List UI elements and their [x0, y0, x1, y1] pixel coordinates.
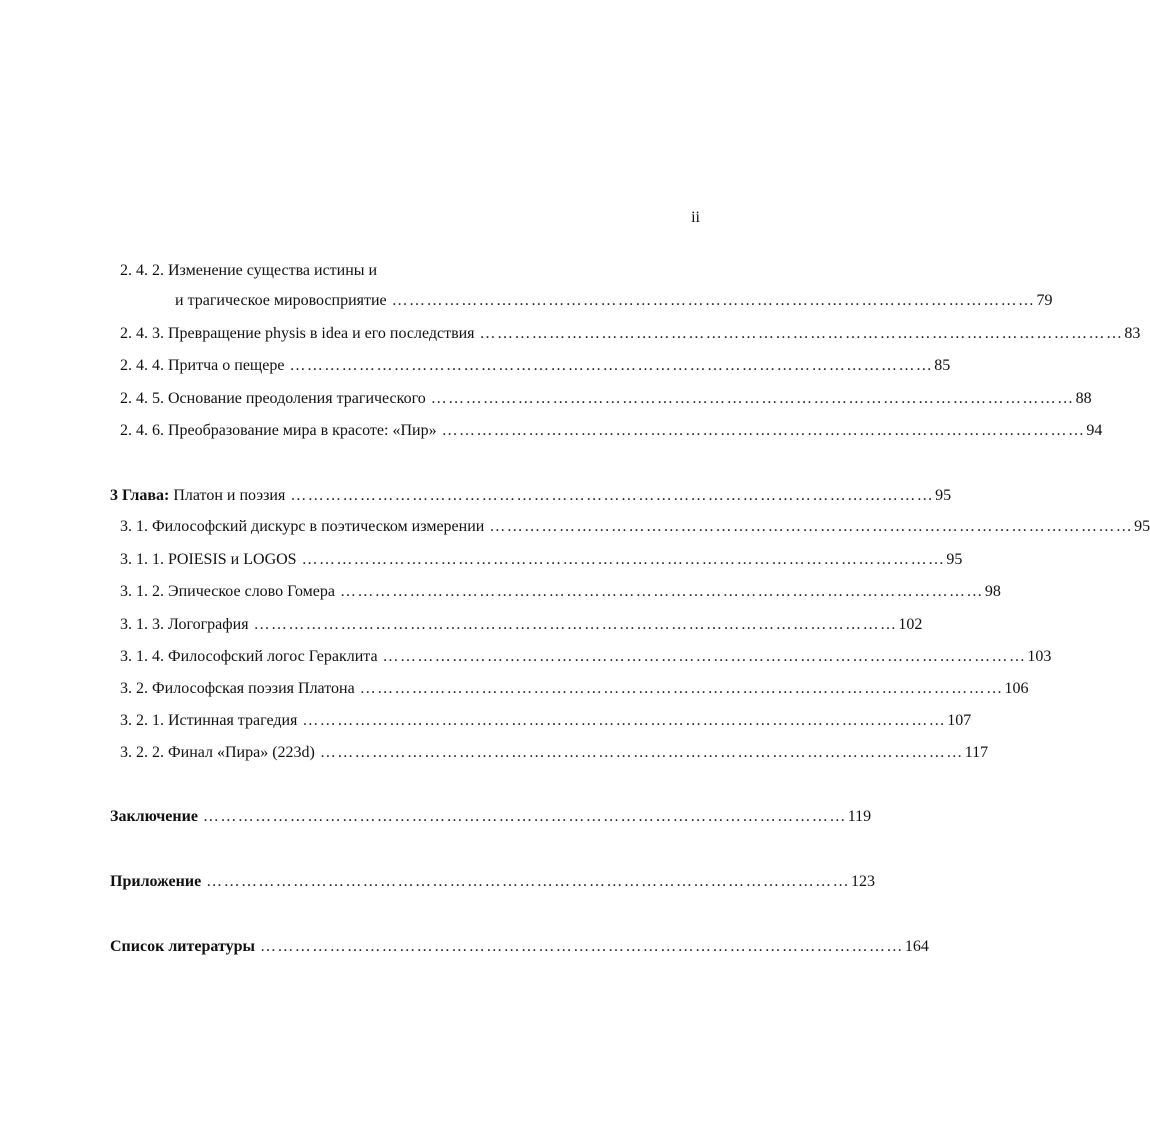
leader-dots: …………………………………………………………………………………………………: [260, 938, 904, 955]
toc-entry-page: 85: [934, 357, 951, 374]
toc-entry-2-4-4[interactable]: [120, 357, 951, 375]
toc-entry-2-4-6[interactable]: [120, 422, 1103, 440]
toc-entry-3-1-4[interactable]: [120, 648, 1052, 666]
leader-dots: …………………………………………………………………………………………………: [340, 583, 984, 600]
toc-entry-title: 3. 2. 2. Финал «Пира» (223d): [120, 744, 315, 761]
toc-entry-2-4-5[interactable]: [120, 390, 1092, 408]
toc-entry-title: 3. 1. Философский дискурс в поэтическом измерении: [120, 518, 485, 535]
leader-dots: …………………………………………………………………………………………………: [319, 744, 964, 761]
toc-entry-title: 2. 4. 6. Преобразование мира в красоте: «Пир»: [120, 422, 437, 439]
toc-entry-page: 79: [1036, 292, 1053, 309]
toc-entry-page: 164: [904, 938, 929, 955]
leader-dots: …………………………………………………………………………………………………: [202, 808, 847, 825]
toc-entry-page: 98: [984, 583, 1001, 600]
toc-entry-title: 3. 1. 3. Логография: [120, 616, 249, 633]
toc-entry-page: 119: [847, 808, 872, 825]
leader-dots: …………………………………………………………………………………………………: [382, 648, 1027, 665]
toc-entry-title: [110, 487, 285, 505]
toc-entry-title: Приложение: [110, 873, 202, 890]
leader-dots: …………………………………………………………………………………………………: [391, 292, 1036, 309]
leader-dots: …………………………………………………………………………………………………: [441, 422, 1086, 439]
toc-entry-page: 95: [946, 551, 963, 568]
toc-entry-3-2-2[interactable]: [120, 744, 989, 762]
leader-dots: …………………………………………………………………………………………………: [489, 518, 1134, 535]
toc-entry-chapter-3[interactable]: [110, 487, 952, 505]
toc-entry-title: Заключение: [110, 808, 198, 825]
toc-entry-title: и трагическое мировосприятие: [175, 292, 387, 309]
toc-entry-title: 2. 4. 4. Притча о пещере: [120, 357, 285, 374]
leader-dots: …………………………………………………………………………………………………: [206, 873, 850, 890]
toc-entry-page: 107: [947, 712, 972, 729]
toc-entry-3-1-1[interactable]: [120, 551, 963, 569]
toc-entry-title: 3. 1. 1. POIESIS и LOGOS: [120, 551, 297, 568]
toc-entry-page: 83: [1124, 325, 1141, 342]
toc-entry-page: 117: [964, 744, 989, 761]
toc-entry-page: 95: [935, 487, 952, 504]
toc-entry-3-1[interactable]: [120, 518, 1150, 536]
leader-dots: …………………………………………………………………………………………………: [289, 357, 934, 374]
toc-entry-page: 94: [1086, 422, 1103, 439]
leader-dots: …………………………………………………………………………………………………: [301, 551, 946, 568]
toc-entry-appendix[interactable]: [110, 873, 875, 891]
toc-entry-3-2-1[interactable]: [120, 712, 972, 730]
leader-dots: …………………………………………………………………………………………………: [302, 712, 947, 729]
toc-entry-page: 102: [898, 616, 923, 633]
toc-entry-title: 3. 2. Философская поэзия Платона: [120, 680, 355, 697]
toc-entry-2-4-2-line1: [120, 262, 377, 280]
toc-entry-page: 103: [1027, 648, 1052, 665]
toc-entry-page: 123: [850, 873, 875, 890]
toc-entry-title: 3. 1. 4. Философский логос Гераклита: [120, 648, 378, 665]
leader-dots: …………………………………………………………………………………………………: [479, 325, 1124, 342]
toc-entry-3-2[interactable]: [120, 680, 1029, 698]
toc-entry-2-4-3[interactable]: [120, 325, 1141, 343]
toc-entry-bibliography[interactable]: [110, 938, 929, 956]
leader-dots: …………………………………………………………………………………………………: [359, 680, 1004, 697]
chapter-title: Платон и поэзия: [173, 487, 286, 504]
toc-entry-title: Список литературы: [110, 938, 255, 955]
toc-entry-3-1-2[interactable]: [120, 583, 1001, 601]
chapter-label: 3 Глава:: [110, 487, 170, 504]
toc-entry-title: 3. 2. 1. Истинная трагедия: [120, 712, 298, 729]
leader-dots: …………………………………………………………………………………………………: [290, 487, 935, 504]
toc-entry-title: 2. 4. 5. Основание преодоления трагического: [120, 390, 426, 407]
leader-dots: …………………………………………………………………………………………………: [430, 390, 1075, 407]
toc-entry-page: 88: [1075, 390, 1092, 407]
toc-entry-2-4-2-line2[interactable]: [175, 292, 1053, 310]
page-number: ii: [691, 209, 700, 226]
toc-entry-page: 95: [1134, 518, 1150, 535]
toc-entry-conclusion[interactable]: [110, 808, 872, 826]
toc-entry-page: 106: [1004, 680, 1029, 697]
toc-entry-title: 2. 4. 2. Изменение существа истины и: [120, 262, 378, 279]
leader-dots: …………………………………………………………………………………………………: [253, 616, 898, 633]
toc-entry-title: 3. 1. 2. Эпическое слово Гомера: [120, 583, 335, 600]
toc-entry-title: 2. 4. 3. Превращение physis в idea и его последствия: [120, 325, 475, 342]
toc-entry-3-1-3[interactable]: [120, 616, 923, 634]
